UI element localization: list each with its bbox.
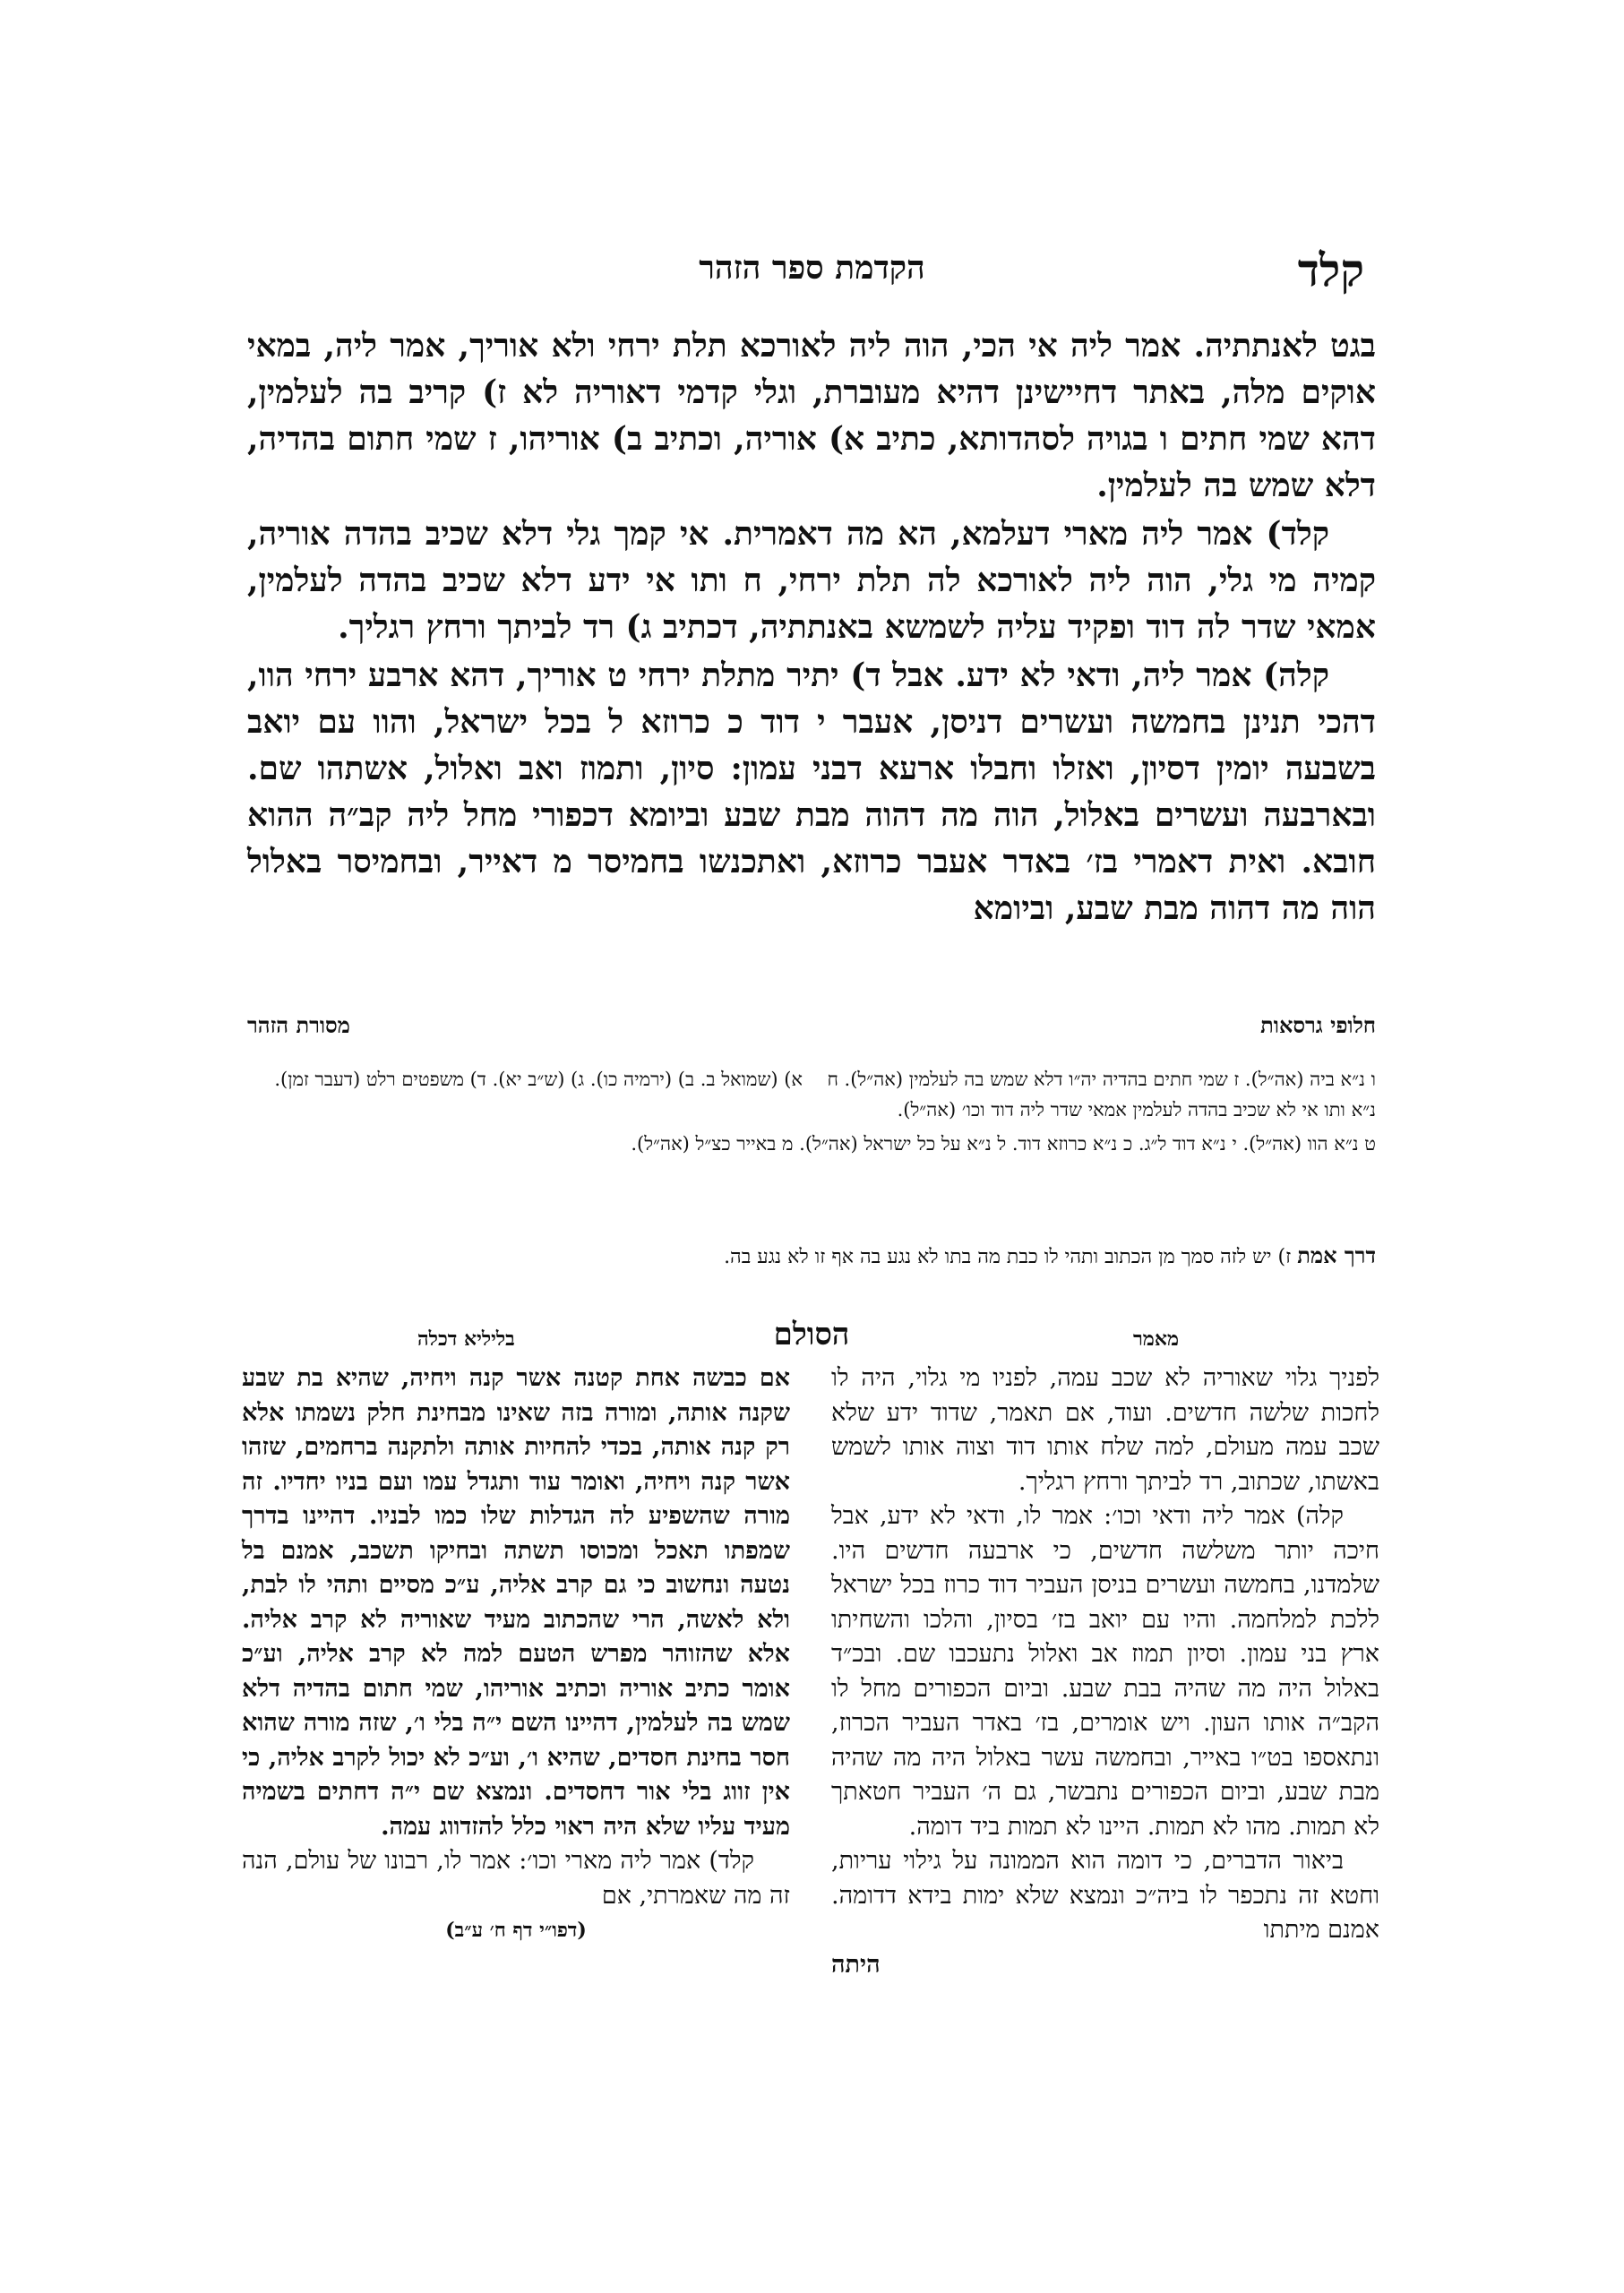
- sulam-left-label: בליליא דכלה: [417, 1327, 515, 1351]
- main-paragraph: קלד) אמר ליה מארי דעלמא, הא מה דאמרית. אי קמך גלי דלא שכיב בהדה אוריה, קמיה מי גלי, הוה ליה לאורכא לה תלת ירחי, ח ותו אי ידע דלא שכיב בהדה לעלמין, אמאי שדר לה דוד ופקיד עליה לשמשא באנתתיה, דכתיב ג) רד לביתך ורחץ רגליך.: [247, 515, 1376, 646]
- chilufei-notes: ו נ״א ביה (אה״ל). ז שמי חתים בהדיה יה״ו דלא שמש בה לעלמין (אה״ל). ח נ״א ותו אי לא שכיב בהדה לעלמין אמאי שדר ליה דוד וכו׳ (אה״ל).: [827, 1069, 1376, 1121]
- masoret-notes: א) (שמואל ב. ב) (ירמיה כו). ג) (ש״ב יא). ד) משפטים רלט (דעבר זמן).: [274, 1069, 803, 1090]
- masoret-heading: מסורת הזהר: [247, 1012, 350, 1038]
- chilufei-notes-continued: ט נ״א הוו (אה״ל). י נ״א דוד ל״ג. כ נ״א כרוזא דוד. ל נ״א על כל ישראל (אה״ל). מ באייר כצ״ל (אה״ל).: [631, 1133, 1376, 1155]
- main-text: [247, 322, 1376, 933]
- commentary-paragraph: קלה) אמר ליה ודאי וכו׳: אמר לו, ודאי לא ידע, אבל חיכה יותר משלשה חדשים, כי ארבעה חדשים היו. שלמדנו, בחמשה ועשרים בניסן העביר דוד כרוז בכל ישראל ללכת למלחמה. והיו עם יואב בז׳ בסיון, והלכו והשחיתו ארץ בני עמון. וסיון תמוז אב ואלול נתעכבו שם. ובכ״ד באלול היה מה שהיה בבת שבע. וביום הכפורים מחל לו הקב״ה אותו העון. ויש אומרים, בז׳ באדר העביר הכרוז, ונתאספו בט״ו באייר, ובחמשה עשר באלול היה מה שהיה מבת שבע, וביום הכפורים נתבשר, גם ה׳ העביר חטאתך לא תמות. מהו לא תמות. היינו לא תמות ביד דומה.: [831, 1502, 1379, 1841]
- commentary-paragraph: קלד) אמר ליה מארי וכו׳: אמר לו, רבונו של עולם, הנה זה מה שאמרתי, אם: [242, 1847, 790, 1910]
- page-reference: (דפו״י דף ח׳ ע״ב): [445, 1919, 587, 1942]
- chilufei-heading: חלופי גרסאות: [1260, 1012, 1376, 1038]
- page-number: קלד: [1297, 244, 1364, 296]
- main-paragraph: בגט לאנתתיה. אמר ליה אי הכי, הוה ליה לאורכא תלת ירחי ולא אוריך, אמר ליה, במאי אוקים מלה, באתר דחיישינן דהיא מעוברת, וגלי קדמי דאוריה לא ז) קריב בה לעלמין, דהא שמי חתים ו בגויה לסהדותא, כתיב א) אוריה, וכתיב ב) אוריהו, ז שמי חתום בהדיה, דלא שמש בה לעלמין.: [247, 327, 1376, 504]
- notes-headings: [247, 1012, 1376, 1039]
- sulam-right-label: מאמר: [1132, 1327, 1179, 1351]
- commentary-paragraph: לפניך גלוי שאוריה לא שכב עמה, לפניו מי גלוי, היה לו לחכות שלשה חדשים. ועוד, אם תאמר, שדוד ידע שלא שכב עמה מעולם, למה שלח אותו דוד וצוה אותו לשמש באשתו, שכתוב, רד לביתך ורחץ רגליך.: [831, 1364, 1379, 1496]
- sulam-title: הסולם: [773, 1317, 850, 1353]
- derech-emet-note: [247, 1241, 1376, 1273]
- commentary-paragraph: אם כבשה אחת קטנה אשר קנה ויחיה, שהיא בת שבע שקנה אותה, ומורה בזה שאינו מבחינת חלק נשמתו אלא רק קנה אותה, בכדי להחיות אותה ולתקנה ברחמים, שזהו אשר קנה ויחיה, ואומר עוד ותגדל עמו ועם בניו יחדיו. זה מורה שהשפיע לה הגדלות שלו כמו לבניו. דהיינו בדרך שמפתו תאכל ומכוסו תשתה ובחיקו תשכב, אמנם בל נטעה ונחשוב כי גם קרב אליה, ע״כ מסיים ותהי לו לבת, ולא לאשה, הרי שהכתוב מעיד שאוריה לא קרב אליה. אלא שהזוהר מפרש הטעם למה לא קרב אליה, וע״כ אומר כתיב אוריה וכתיב אוריהו, שמי חתום בהדיה דלא שמש בה לעלמין, דהיינו השם י״ה בלי ו׳, שזה מורה שהוא חסר בחינת חסדים, שהיא ו׳, וע״כ לא יכול לקרב אליה, כי אין זווג בלי אור דחסדים. ונמצא שם י״ה דחתים בשמיה מעיד עליו שלא היה ראוי כלל להזדווג עמה.: [242, 1364, 790, 1841]
- derech-emet-text: ז) יש לזה סמך מן הכתוב ותהי לו כבת מה בתו לא נגע בה אף זו לא נגע בה.: [724, 1246, 1292, 1268]
- catchword: היתה: [831, 1950, 881, 1979]
- sulam-right-column: [242, 1361, 790, 1982]
- commentary-paragraph: ביאור הדברים, כי דומה הוא הממונה על גילוי עריות, וחטא זה נתכפר לו ביה״כ ונמצא שלא ימות בידא דדומה. אמנם מיתתו: [831, 1847, 1379, 1944]
- notes-section: [247, 1012, 1376, 1159]
- sulam-left-column: [831, 1361, 1379, 1982]
- notes-columns: [247, 1064, 1376, 1125]
- sulam-columns: [242, 1361, 1379, 1982]
- main-paragraph: קלה) אמר ליה, ודאי לא ידע. אבל ד) יתיר מתלת ירחי ט אוריך, דהא ארבע ירחי הוו, דהכי תנינן בחמשה ועשרים דניסן, אעבר י דוד כ כרוזא ל בכל ישראל, והוו עם יואב בשבעה יומין דסיון, ואזלו וחבלו ארעא דבני עמון: סיון, ותמוז ואב ואלול, אשתהו שם. ובארבעה ועשרים באלול, הוה מה דהוה מבת שבע וביומא דכפורי מחל ליה קב״ה ההוא חובא. ואית דאמרי בז׳ באדר אעבר כרוזא, ואתכנשו בחמיסר מ דאייר, ובחמיסר באלול הוה מה דהוה מבת שבע, וביומא: [247, 657, 1377, 927]
- sulam-header: [247, 1317, 1376, 1353]
- derech-emet-label: דרך אמת: [1297, 1242, 1376, 1268]
- page-title: הקדמת ספר הזהר: [699, 249, 925, 287]
